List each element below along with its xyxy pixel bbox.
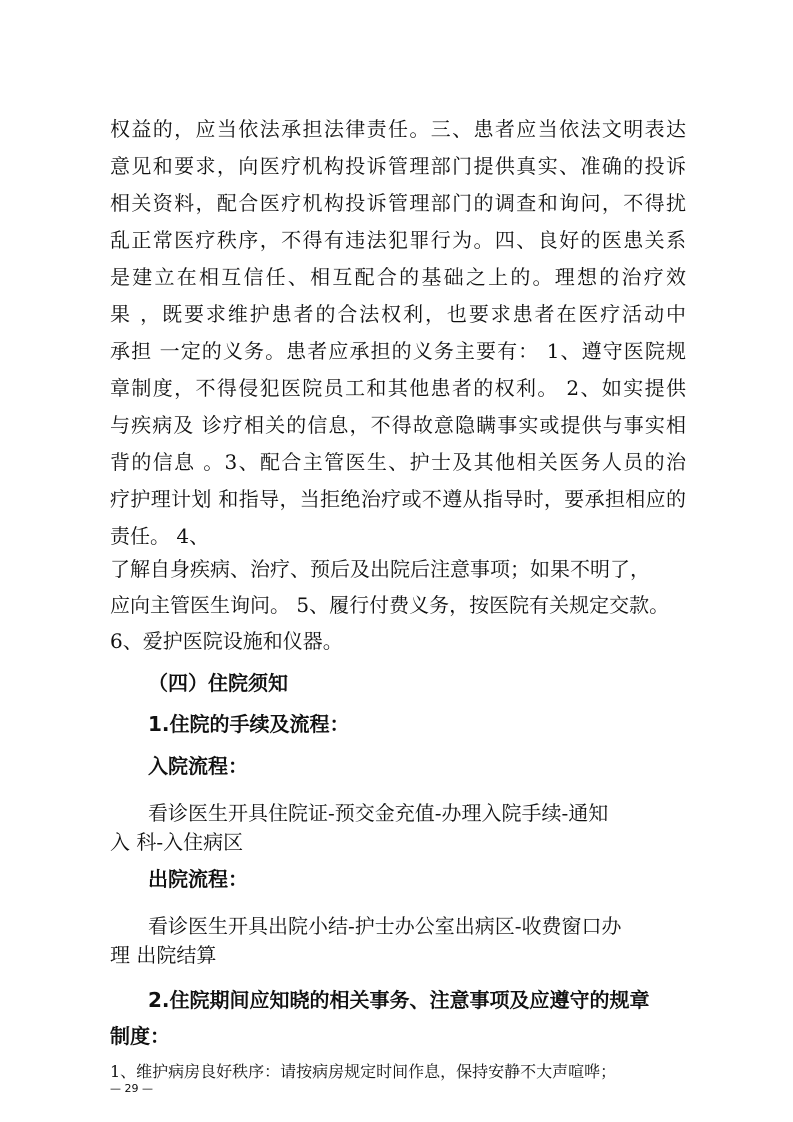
paragraph-line: 果 ，既要求维护患者的合法权利，也要求患者在医疗活动中 [110, 302, 686, 326]
section-heading: （四）住院须知 [148, 671, 288, 695]
paragraph-line: 责任。 4、 [110, 524, 210, 548]
paragraph-line: 承担 一定的义务。患者应承担的义务主要有： 1、遵守医院规 [110, 339, 686, 363]
paragraph-line: 是建立在相互信任、相互配合的基础之上的。理想的治疗效 [110, 265, 686, 289]
paragraph-line: 6、爱护医院设施和仪器。 [110, 629, 343, 653]
subheading-rules: 制度： [110, 1024, 170, 1048]
paragraph-line: 意见和要求，向医疗机构投诉管理部门提供真实、准确的投诉 [110, 154, 686, 178]
paragraph-line: 章制度，不得侵犯医院员工和其他患者的权利。 2、如实提供 [110, 376, 686, 400]
paragraph-line: 乱正常医疗秩序，不得有违法犯罪行为。四、良好的医患关系 [110, 228, 686, 252]
page-number: — 29 — [110, 1082, 153, 1095]
admission-text: 入 科-入住病区 [110, 830, 244, 854]
discharge-text: 看诊医生开具出院小结-护士办公室出病区-收费窗口办 [148, 914, 622, 938]
subheading-rules: 2.住院期间应知晓的相关事务、注意事项及应遵守的规章 [148, 988, 650, 1012]
paragraph-line: 与疾病及 诊疗相关的信息，不得故意隐瞒事实或提供与事实相 [110, 413, 686, 437]
admission-title: 入院流程： [148, 754, 248, 778]
discharge-text: 理 出院结算 [110, 943, 217, 967]
paragraph-line: 疗护理计划 和指导，当拒绝治疗或不遵从指导时，要承担相应的 [110, 487, 686, 511]
subheading-procedures: 1.住院的手续及流程： [148, 712, 350, 736]
paragraph-line: 权益的，应当依法承担法律责任。三、患者应当依法文明表达 [110, 117, 686, 141]
paragraph-line: 背的信息 。3、配合主管医生、护士及其他相关医务人员的治 [110, 450, 686, 474]
paragraph-line: 应向主管医生询问。 5、履行付费义务，按医院有关规定交款。 [110, 593, 670, 617]
discharge-title: 出院流程： [148, 867, 248, 891]
paragraph-line: 相关资料，配合医疗机构投诉管理部门的调查和询问，不得扰 [110, 191, 686, 215]
admission-text: 看诊医生开具住院证-预交金充值-办理入院手续-通知 [148, 801, 609, 825]
paragraph-line: 了解自身疾病、治疗、预后及出院后注意事项；如果不明了， [110, 557, 650, 581]
rule-item: 1、维护病房良好秩序：请按病房规定时间作息，保持安静不大声喧哗； [110, 1062, 617, 1081]
